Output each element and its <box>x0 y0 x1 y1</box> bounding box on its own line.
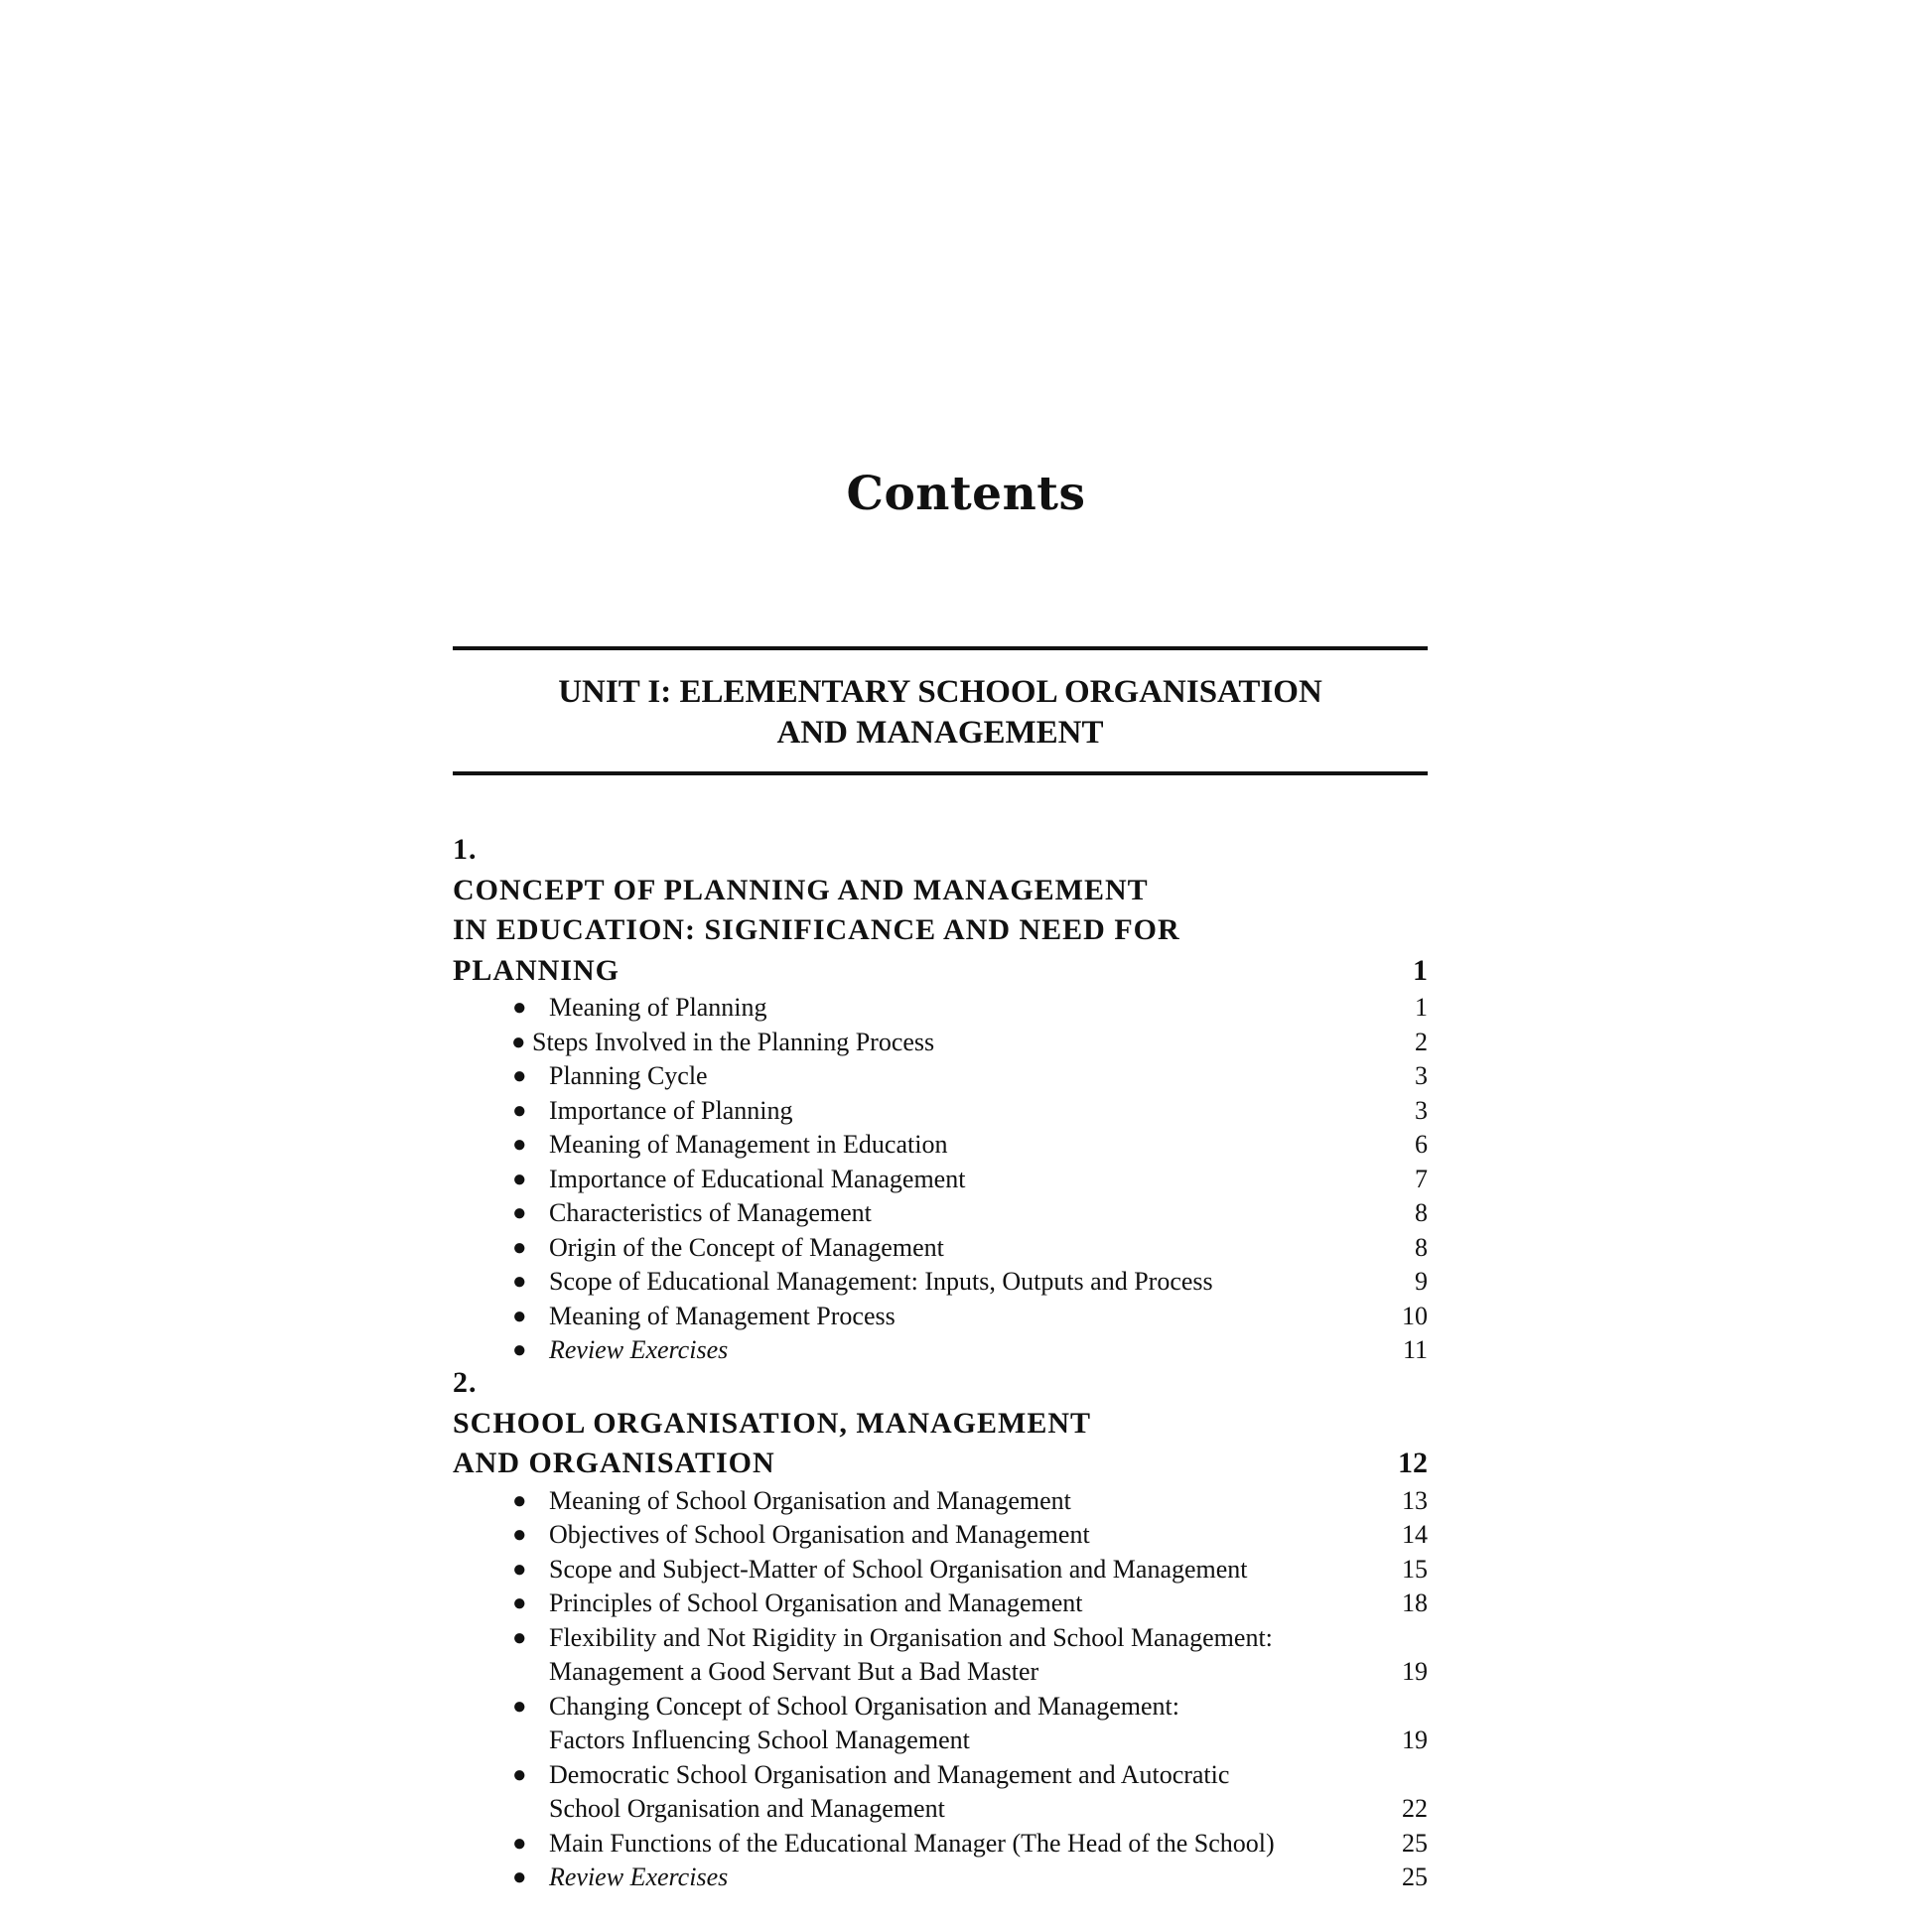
chapter-1 <box>453 830 1428 1368</box>
entry-label: Steps Involved in the Planning Process <box>532 1027 935 1056</box>
entry-label: Main Functions of the Educational Manager (The Head of the School) <box>549 1828 1275 1858</box>
bullet-icon: ● <box>512 1337 527 1363</box>
entry-label: Origin of the Concept of Management <box>549 1232 944 1262</box>
entry-list <box>453 1484 1428 1895</box>
entry-page-number: 22 <box>1402 1794 1428 1823</box>
entry-label: Importance of Planning <box>549 1095 793 1125</box>
chapter-number: 1. <box>453 833 478 866</box>
entry-label: Review Exercises <box>549 1863 729 1891</box>
chapter-2 <box>453 1363 1428 1895</box>
entry-page-number: 25 <box>1402 1828 1428 1858</box>
entry-label: Management a Good Servant But a Bad Master <box>549 1657 1039 1686</box>
toc-entry <box>453 991 1428 1026</box>
entry-label: Meaning of Management in Education <box>549 1130 948 1159</box>
toc-entry <box>453 1265 1428 1300</box>
entry-list <box>453 991 1428 1368</box>
toc-entry <box>453 1026 1428 1060</box>
entry-label: Factors Influencing School Management <box>549 1725 970 1754</box>
chapter-title-line: CONCEPT OF PLANNING AND MANAGEMENT <box>453 873 1149 906</box>
toc-entry <box>453 1587 1428 1621</box>
entry-page-number: 18 <box>1402 1588 1428 1617</box>
toc-entry <box>453 1484 1428 1519</box>
entry-page-number: 19 <box>1402 1725 1428 1754</box>
unit-title-line: AND MANAGEMENT <box>776 715 1104 751</box>
bottom-rule <box>453 771 1428 775</box>
entry-label: Meaning of School Organisation and Management <box>549 1485 1071 1515</box>
chapter-heading <box>453 830 1428 991</box>
entry-label: School Organisation and Management <box>549 1794 945 1823</box>
toc-entry <box>453 1231 1428 1266</box>
bullet-icon: ● <box>512 1200 527 1226</box>
entry-page-number: 19 <box>1402 1657 1428 1686</box>
chapter-title-line: IN EDUCATION: SIGNIFICANCE AND NEED FOR <box>453 913 1180 946</box>
chapter-page-number: 1 <box>1413 953 1428 987</box>
bullet-icon: ● <box>512 1556 527 1583</box>
toc-entry <box>453 1196 1428 1231</box>
chapter-title-line: SCHOOL ORGANISATION, MANAGEMENT <box>453 1406 1092 1440</box>
entry-page-number: 15 <box>1402 1554 1428 1584</box>
bullet-icon: ● <box>512 1063 527 1089</box>
entry-page-number: 7 <box>1415 1164 1428 1193</box>
bullet-icon: ● <box>512 1761 527 1788</box>
entry-page-number: 9 <box>1415 1267 1428 1296</box>
bullet-icon: ● <box>512 1522 527 1548</box>
toc-entry <box>453 1059 1428 1094</box>
entry-page-number: 6 <box>1415 1130 1428 1159</box>
toc-entry <box>453 1163 1428 1197</box>
entry-label: Changing Concept of School Organisation and Management: <box>549 1691 1179 1721</box>
page-title: Contents <box>846 467 1086 521</box>
toc-entry <box>453 1621 1428 1690</box>
bullet-icon: ● <box>512 1830 527 1857</box>
bullet-icon: ● <box>512 1097 527 1124</box>
entry-label: Planning Cycle <box>549 1061 708 1090</box>
entry-label: Flexibility and Not Rigidity in Organisation and School Management: <box>549 1622 1273 1652</box>
entry-page-number: 13 <box>1402 1485 1428 1515</box>
toc-entry <box>453 1518 1428 1553</box>
chapter-page-number: 12 <box>1398 1447 1428 1479</box>
bullet-icon: ● <box>512 1590 527 1616</box>
bullet-icon: ● <box>512 1234 527 1261</box>
entry-label: Objectives of School Organisation and Management <box>549 1520 1090 1549</box>
bullet-icon: ● <box>512 1487 527 1514</box>
bullet-icon: ● <box>512 1132 527 1158</box>
entry-page-number: 11 <box>1402 1335 1428 1364</box>
toc-entry <box>453 1094 1428 1129</box>
toc-entry <box>453 1300 1428 1334</box>
bullet-icon: ● <box>512 1166 527 1192</box>
entry-label: Scope of Educational Management: Inputs, Outputs and Process <box>549 1267 1213 1296</box>
bullet-icon: ● <box>512 1303 527 1329</box>
toc-entry <box>453 1827 1428 1862</box>
bullet-icon: ● <box>512 995 527 1021</box>
chapter-number: 2. <box>453 1366 478 1399</box>
entry-page-number: 8 <box>1415 1232 1428 1262</box>
entry-page-number: 14 <box>1402 1520 1428 1549</box>
unit-title-line: UNIT I: ELEMENTARY SCHOOL ORGANISATION <box>558 674 1322 710</box>
entry-label: Democratic School Organisation and Management and Autocratic <box>549 1759 1230 1789</box>
entry-page-number: 2 <box>1415 1027 1428 1056</box>
entry-label: Importance of Educational Management <box>549 1164 966 1193</box>
entry-page-number: 3 <box>1415 1095 1428 1125</box>
entry-label: Meaning of Management Process <box>549 1301 896 1330</box>
entry-label: Scope and Subject-Matter of School Organisation and Management <box>549 1554 1248 1584</box>
entry-page-number: 25 <box>1402 1863 1428 1891</box>
toc-entry <box>453 1758 1428 1827</box>
chapter-title-line: AND ORGANISATION <box>453 1447 775 1479</box>
toc-entry <box>453 1128 1428 1163</box>
bullet-icon: ● <box>512 1269 527 1295</box>
entry-page-number: 8 <box>1415 1198 1428 1227</box>
entry-label: Characteristics of Management <box>549 1198 872 1227</box>
chapter-title-line: PLANNING <box>453 953 621 987</box>
bullet-icon: ● <box>512 1693 527 1720</box>
toc-entry <box>453 1690 1428 1758</box>
entry-page-number: 1 <box>1415 993 1428 1022</box>
toc-entry <box>453 1861 1428 1895</box>
unit-title <box>453 650 1428 771</box>
bullet-icon: ● <box>511 1029 526 1055</box>
chapter-heading <box>453 1363 1428 1484</box>
bullet-icon: ● <box>512 1624 527 1651</box>
toc-entry <box>453 1553 1428 1587</box>
entry-page-number: 3 <box>1415 1061 1428 1090</box>
entry-page-number: 10 <box>1402 1301 1428 1330</box>
unit-heading-block <box>453 646 1428 775</box>
bullet-icon: ● <box>512 1864 527 1890</box>
entry-label: Meaning of Planning <box>549 993 767 1022</box>
entry-label: Principles of School Organisation and Management <box>549 1588 1083 1617</box>
entry-label: Review Exercises <box>549 1335 729 1364</box>
